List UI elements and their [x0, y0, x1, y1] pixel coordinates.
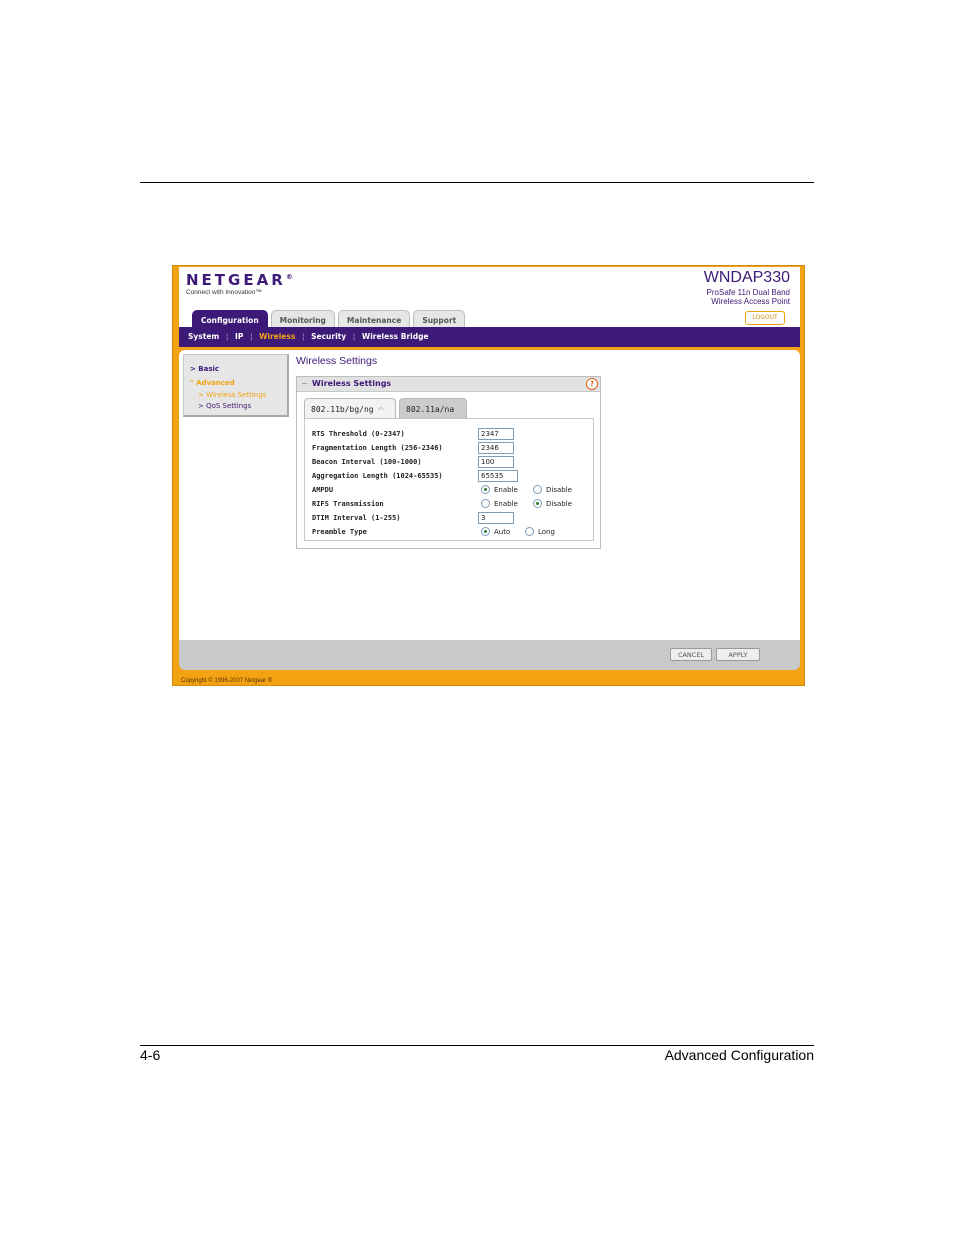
rts-label: RTS Threshold (0-2347) — [312, 430, 405, 438]
apply-button[interactable]: APPLY — [716, 648, 760, 661]
left-navigation — [183, 354, 289, 417]
radio-label: Disable — [546, 499, 572, 508]
tab-maintenance[interactable]: Maintenance — [338, 310, 410, 328]
preamble-label: Preamble Type — [312, 528, 367, 536]
subnav-separator: ¦ — [225, 332, 229, 341]
header-rule — [140, 182, 814, 183]
tab-802-11ana[interactable]: 802.11a/na — [399, 398, 467, 418]
wifi-icon: ◠ — [378, 405, 384, 414]
ampdu-enable-radio[interactable] — [481, 485, 518, 494]
band-tab-label: 802.11b/bg/ng — [311, 405, 374, 414]
brand-tagline: Connect with Innovation™ — [186, 289, 262, 296]
ampdu-row — [312, 485, 592, 497]
tab-monitoring[interactable]: Monitoring — [271, 310, 335, 328]
rifs-enable-radio[interactable] — [481, 499, 518, 508]
leftnav-wireless-settings[interactable]: > Wireless Settings — [198, 391, 267, 399]
dtim-label: DTIM Interval (1-255) — [312, 514, 401, 522]
subnav-separator: ¦ — [352, 332, 356, 341]
beacon-label: Beacon Interval (100-1000) — [312, 458, 422, 466]
wireless-settings-panel — [296, 376, 601, 549]
sub-navigation — [179, 327, 800, 347]
footer-rule — [140, 1045, 814, 1046]
agg-row — [312, 471, 592, 483]
rts-row — [312, 429, 592, 441]
section-title: Advanced Configuration — [664, 1047, 814, 1063]
radio-label: Auto — [494, 527, 511, 536]
leftnav-basic[interactable]: > Basic — [190, 365, 220, 373]
radio-circle — [533, 499, 542, 508]
dtim-interval-input[interactable]: 3 — [478, 512, 514, 524]
action-bar — [179, 640, 800, 670]
aggregation-length-input[interactable]: 65535 — [478, 470, 518, 482]
netgear-logo: NETGEAR® — [186, 271, 296, 289]
radio-label: Long — [538, 527, 555, 536]
cancel-button[interactable]: CANCEL — [670, 648, 712, 661]
subnav-ip[interactable]: IP — [235, 332, 244, 341]
model-name: WNDAP330 — [703, 269, 790, 286]
frag-row — [312, 443, 592, 455]
beacon-row — [312, 457, 592, 469]
ampdu-disable-radio[interactable] — [533, 485, 572, 494]
tab-support[interactable]: Support — [413, 310, 465, 328]
main-tabs — [192, 310, 468, 328]
radio-label: Enable — [494, 485, 518, 494]
fragmentation-length-input[interactable]: 2346 — [478, 442, 514, 454]
radio-circle — [533, 485, 542, 494]
rifs-row — [312, 499, 592, 511]
model-description-line1: ProSafe 11n Dual Band — [706, 288, 790, 297]
radio-circle — [525, 527, 534, 536]
settings-form — [304, 418, 594, 541]
help-icon[interactable]: ? — [586, 378, 598, 390]
subnav-separator: ¦ — [249, 332, 253, 341]
radio-circle — [481, 527, 490, 536]
rifs-disable-radio[interactable] — [533, 499, 572, 508]
frag-label: Fragmentation Length (256-2346) — [312, 444, 443, 452]
rts-threshold-input[interactable]: 2347 — [478, 428, 514, 440]
leftnav-qos-settings[interactable]: > QoS Settings — [198, 402, 252, 410]
leftnav-advanced[interactable]: " Advanced — [190, 379, 235, 387]
content-area — [179, 350, 800, 640]
logout-button[interactable]: LOGOUT — [745, 311, 785, 325]
radio-circle — [481, 485, 490, 494]
model-description-line2: Wireless Access Point — [711, 297, 790, 306]
panel-header — [297, 377, 600, 392]
agg-label: Aggregation Length (1024-65535) — [312, 472, 443, 480]
subnav-separator: ¦ — [301, 332, 305, 341]
dtim-row — [312, 513, 592, 525]
panel-title: Wireless Settings — [312, 379, 392, 388]
preamble-row — [312, 527, 592, 539]
radio-circle — [481, 499, 490, 508]
router-ui-screenshot — [172, 265, 805, 686]
ampdu-label: AMPDU — [312, 486, 334, 494]
page-title: Wireless Settings — [296, 355, 378, 367]
subnav-system[interactable]: System — [188, 332, 220, 341]
tab-configuration[interactable]: Configuration — [192, 310, 268, 328]
subnav-security[interactable]: Security — [311, 332, 347, 341]
app-header — [179, 267, 800, 327]
radio-label: Disable — [546, 485, 572, 494]
radio-label: Enable — [494, 499, 518, 508]
page-number: 4-6 — [140, 1047, 161, 1063]
subnav-wireless-bridge[interactable]: Wireless Bridge — [361, 332, 429, 341]
preamble-auto-radio[interactable] — [481, 527, 510, 536]
beacon-interval-input[interactable]: 100 — [478, 456, 514, 468]
tab-802-11bgng[interactable] — [304, 398, 396, 418]
rifs-label: RIFS Transmission — [312, 500, 384, 508]
collapse-icon[interactable]: − — [301, 379, 308, 388]
preamble-long-radio[interactable] — [525, 527, 555, 536]
copyright-text: Copyright © 1996-2007 Netgear ® — [181, 678, 273, 684]
subnav-wireless[interactable]: Wireless — [259, 332, 296, 341]
